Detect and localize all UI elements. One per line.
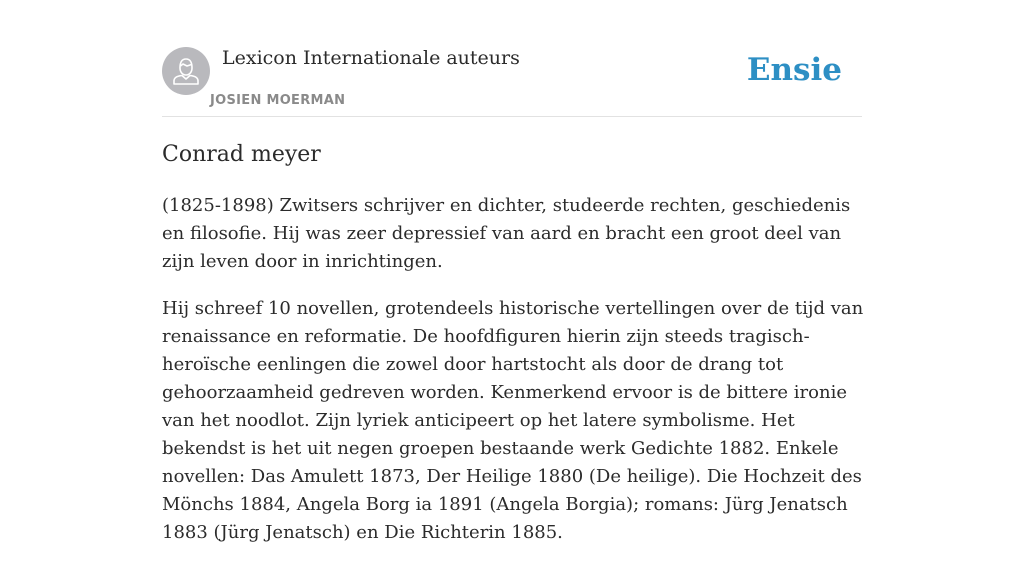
article-paragraph-1: (1825-1898) Zwitsers schrijver en dichter, studeerde rechten, geschiedenis en filosofie. Hij was zeer depressief van aard en bracht een groot deel van zijn leven door in inrichtingen. [162, 195, 851, 272]
article-title: Conrad meyer [162, 142, 321, 167]
article-body [162, 192, 864, 566]
user-icon [162, 47, 210, 95]
article-paragraph-2: Hij schreef 10 novellen, grotendeels historische vertellingen over de tijd van renaissance en reformatie. De hoofdfiguren hierin zijn steeds tragisch-heroïsche eenlingen die zowel door hartstocht als door de drang tot gehoorzaamheid gedreven worden. Kenmerkend ervoor is de bittere ironie van het noodlot. Zijn lyriek anticipeert op het latere symbolisme. Het bekendst is het uit negen groepen bestaande werk Gedichte 1882. Enkele novellen: Das Amulett 1873, Der Heilige 1880 (De heilige). Die Hochzeit des Mönchs 1884, Angela Borg ia 1891 (Angela Borgia); romans: Jürg Jenatsch 1883 (Jürg Jenatsch) en Die Richterin 1885. [162, 298, 864, 543]
avatar[interactable] [162, 47, 210, 95]
header [162, 46, 862, 117]
brand-logo[interactable]: Ensie [746, 52, 842, 88]
lexicon-title[interactable]: Lexicon Internationale auteurs [222, 47, 520, 69]
author-name[interactable]: JOSIEN MOERMAN [210, 93, 346, 108]
